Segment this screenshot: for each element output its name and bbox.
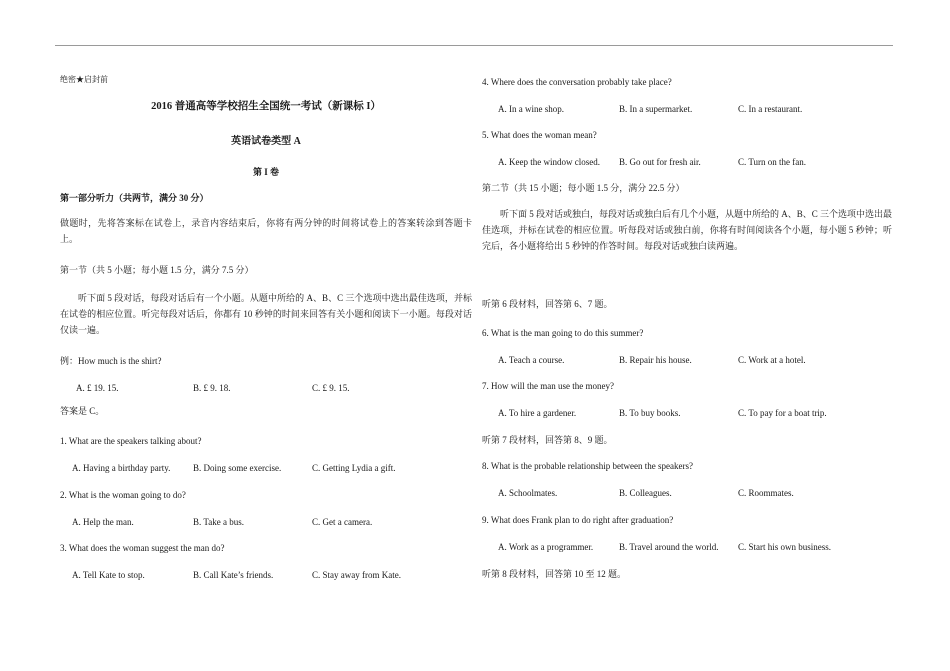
q9-option-a: A. Work as a programmer.	[498, 542, 594, 552]
q2-option-b: B. Take a bus.	[193, 517, 244, 527]
part1-heading: 第一部分听力（共两节，满分 30 分）	[60, 193, 209, 203]
question-3: 3. What does the woman suggest the man do?	[60, 543, 225, 553]
question-6: 6. What is the man going to do this summer?	[482, 328, 644, 338]
q7-option-a: A. To hire a gardener.	[498, 408, 577, 418]
q3-option-b: B. Call Kate’s friends.	[193, 570, 274, 580]
example-question: 例：How much is the shirt?	[60, 356, 162, 366]
q7-option-b: B. To buy books.	[619, 408, 681, 418]
question-2: 2. What is the woman going to do?	[60, 490, 186, 500]
question-8: 8. What is the probable relationship between the speakers?	[482, 461, 694, 471]
q5-option-b: B. Go out for fresh air.	[619, 157, 701, 167]
header-rule	[55, 45, 893, 46]
q6-option-c: C. Work at a hotel.	[738, 355, 806, 365]
q6-option-b: B. Repair his house.	[619, 355, 692, 365]
question-7: 7. How will the man use the money?	[482, 381, 614, 391]
q2-option-a: A. Help the man.	[72, 517, 134, 527]
material-note-7: 听第 7 段材料，回答第 8、9 题。	[482, 435, 613, 445]
example-option-c: C. £ 9. 15.	[312, 383, 350, 393]
q5-option-a: A. Keep the window closed.	[498, 157, 600, 167]
q8-option-b: B. Colleagues.	[619, 488, 672, 498]
exam-subtitle: 英语试卷类型 A	[231, 136, 301, 147]
q4-option-c: C. In a restaurant.	[738, 104, 803, 114]
section1-instructions: 听下面 5 段对话，每段对话后有一个小题。从题中所给的 A、B、C 三个选项中选出最佳选项，并标在试卷的相应位置。听完每段对话后，你都有 10 秒钟的时间来回答有关小题和阅读下一小题。每段对话仅读一遍。	[60, 293, 472, 335]
section1-heading: 第一节（共 5 小题；每小题 1.5 分，满分 7.5 分）	[60, 265, 254, 275]
section2-heading: 第二节（共 15 小题；每小题 1.5 分，满分 22.5 分）	[482, 183, 685, 193]
section2-instructions: 听下面 5 段对话或独白，每段对话或独白后有几个小题，从题中所给的 A、B、C 三个选项中选出最佳选项，并标在试卷的相应位置。听每段对话或独白前，你将有时间阅读各个小题，每小题 5 秒钟；听完后，各小题将给出 5 秒钟的作答时间。每段对话或独白读两遍。	[482, 209, 893, 251]
q1-option-a: A. Having a birthday party.	[72, 463, 171, 473]
question-5: 5. What does the woman mean?	[482, 130, 597, 140]
example-option-a: A. £ 19. 15.	[76, 383, 119, 393]
q7-option-c: C. To pay for a boat trip.	[738, 408, 827, 418]
volume-heading: 第 I 卷	[252, 167, 279, 177]
q3-option-c: C. Stay away from Kate.	[312, 570, 401, 580]
q4-option-a: A. In a wine shop.	[498, 104, 564, 114]
material-note-6: 听第 6 段材料，回答第 6、7 题。	[482, 299, 613, 309]
question-9: 9. What does Frank plan to do right after graduation?	[482, 515, 674, 525]
exam-title: 2016 普通高等学校招生全国统一考试（新课标 I）	[151, 101, 381, 112]
part1-intro: 做题时，先将答案标在试卷上，录音内容结束后，你将有两分钟的时间将试卷上的答案转涂到答题卡上。	[60, 218, 472, 244]
q9-option-b: B. Travel around the world.	[619, 542, 719, 552]
example-answer: 答案是 C。	[60, 406, 105, 416]
confidential-label: 绝密★启封前	[60, 75, 108, 84]
q5-option-c: C. Turn on the fan.	[738, 157, 807, 167]
q1-option-b: B. Doing some exercise.	[193, 463, 282, 473]
q3-option-a: A. Tell Kate to stop.	[72, 570, 145, 580]
q8-option-a: A. Schoolmates.	[498, 488, 558, 498]
q6-option-a: A. Teach a course.	[498, 355, 565, 365]
question-1: 1. What are the speakers talking about?	[60, 436, 202, 446]
q9-option-c: C. Start his own business.	[738, 542, 832, 552]
material-note-8: 听第 8 段材料，回答第 10 至 12 题。	[482, 569, 627, 579]
q8-option-c: C. Roommates.	[738, 488, 794, 498]
question-4: 4. Where does the conversation probably take place?	[482, 77, 672, 87]
q1-option-c: C. Getting Lydia a gift.	[312, 463, 396, 473]
q4-option-b: B. In a supermarket.	[619, 104, 693, 114]
q2-option-c: C. Get a camera.	[312, 517, 373, 527]
example-option-b: B. £ 9. 18.	[193, 383, 231, 393]
